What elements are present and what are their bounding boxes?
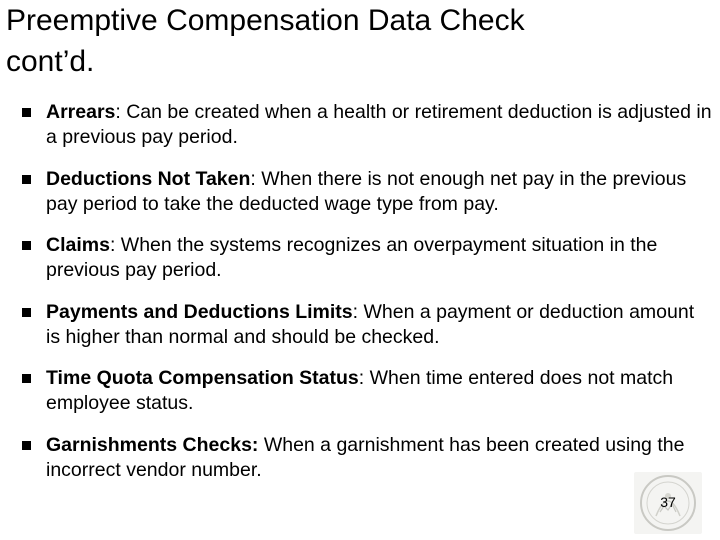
bullet-term: Deductions Not Taken — [46, 167, 251, 190]
bullet-item-arrears — [22, 100, 712, 150]
bullet-item-time-quota — [22, 366, 712, 416]
bullet-item-payments-deductions-limits — [22, 300, 712, 350]
square-bullet-icon — [22, 175, 31, 184]
bullet-text: When a garnishment has been created using the incorrect vendor number. — [46, 433, 685, 481]
bullet-term: Payments and Deductions Limits — [46, 300, 353, 323]
page-number: 37 — [660, 494, 676, 510]
bullet-term: Garnishments Checks: — [46, 433, 259, 456]
bullet-term: Claims — [46, 234, 110, 256]
square-bullet-icon — [22, 441, 31, 450]
square-bullet-icon — [22, 308, 31, 317]
bullet-item-garnishments — [22, 433, 712, 483]
bullet-text: : When the systems recognizes an overpayment situation in the previous pay period. — [46, 234, 658, 281]
bullet-text: : When there is not enough net pay in the previous pay period to take the deducted wage type from pay. — [46, 167, 687, 215]
slide-title-line1: Preemptive Compensation Data Check — [6, 4, 525, 37]
bullet-term: Arrears — [46, 101, 116, 123]
square-bullet-icon — [22, 374, 31, 383]
bullet-text: : When a payment or deduction amount is higher than normal and should be checked. — [46, 300, 695, 348]
bullet-item-deductions-not-taken — [22, 167, 712, 217]
slide-title — [6, 0, 706, 82]
bullet-term: Time Quota Compensation Status — [46, 367, 359, 389]
bullet-list — [22, 100, 712, 499]
seal-badge — [634, 472, 702, 534]
square-bullet-icon — [22, 108, 31, 117]
bullet-text: : Can be created when a health or retirement deduction is adjusted in a previous pay period. — [46, 101, 712, 148]
bullet-text: : When time entered does not match employee status. — [46, 367, 674, 414]
square-bullet-icon — [22, 241, 31, 250]
slide-title-line2: cont’d. — [6, 45, 95, 78]
bullet-item-claims — [22, 233, 712, 283]
